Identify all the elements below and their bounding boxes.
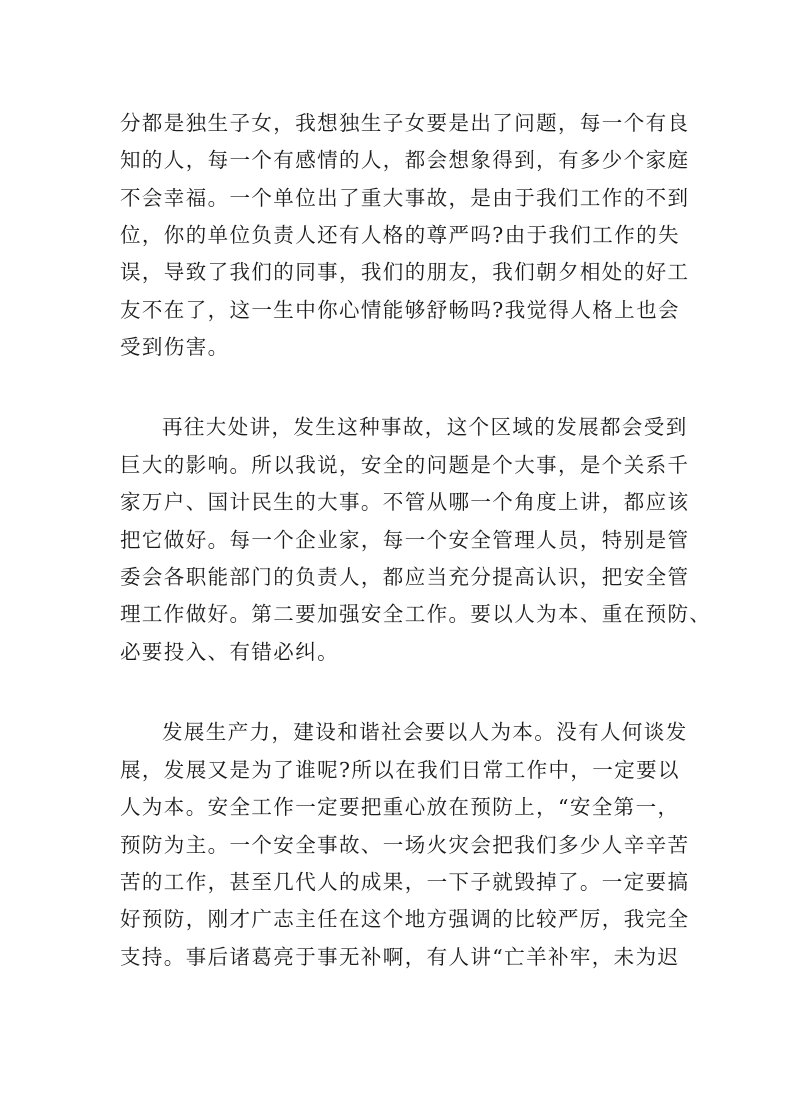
text-line: 苦的工作，甚至几代人的成果，一下子就毁掉了。一定要搞 (120, 870, 690, 894)
text-line: 友不在了，这一生中你心情能够舒畅吗?我觉得人格上也会 (120, 298, 680, 322)
text-line: 受到伤害。 (120, 335, 230, 359)
text-line: 分都是独生子女，我想独生子女要是出了问题，每一个有良 (120, 111, 690, 135)
text-line: 把它做好。每一个企业家，每一个安全管理人员，特别是管 (120, 528, 690, 552)
text-line: 预防为主。一个安全事故、一场火灾会把我们多少人辛辛苦 (120, 833, 690, 857)
text-line: 位，你的单位负责人还有人格的尊严吗?由于我们工作的失 (120, 223, 680, 247)
text-line: 发展生产力，建设和谐社会要以人为本。没有人何谈发 (162, 720, 688, 744)
text-line: 展，发展又是为了谁呢?所以在我们日常工作中，一定要以 (120, 758, 680, 782)
text-line: 委会各职能部门的负责人，都应当充分提高认识，把安全管 (120, 565, 690, 589)
text-line: 不会幸福。一个单位出了重大事故，是由于我们工作的不到 (120, 186, 690, 210)
text-line: 好预防，刚才广志主任在这个地方强调的比较严厉，我完全 (120, 907, 690, 931)
text-line: 支持。事后诸葛亮于事无补啊，有人讲“亡羊补牢，未为迟 (120, 945, 680, 969)
text-line: 知的人，每一个有感情的人，都会想象得到，有多少个家庭 (120, 148, 690, 172)
text-line: 再往大处讲，发生这种事故，这个区域的发展都会受到 (162, 415, 688, 439)
text-line: 家万户、国计民生的大事。不管从哪一个角度上讲，都应该 (120, 490, 690, 514)
text-line: 必要投入、有错必纠。 (120, 640, 339, 664)
text-line: 误，导致了我们的同事，我们的朋友，我们朝夕相处的好工 (120, 260, 690, 284)
text-line: 巨大的影响。所以我说，安全的问题是个大事，是个关系千 (120, 453, 690, 477)
text-line: 人为本。安全工作一定要把重心放在预防上，“安全第一， (120, 795, 680, 819)
text-line: 理工作做好。第二要加强安全工作。要以人为本、重在预防、 (120, 602, 712, 626)
